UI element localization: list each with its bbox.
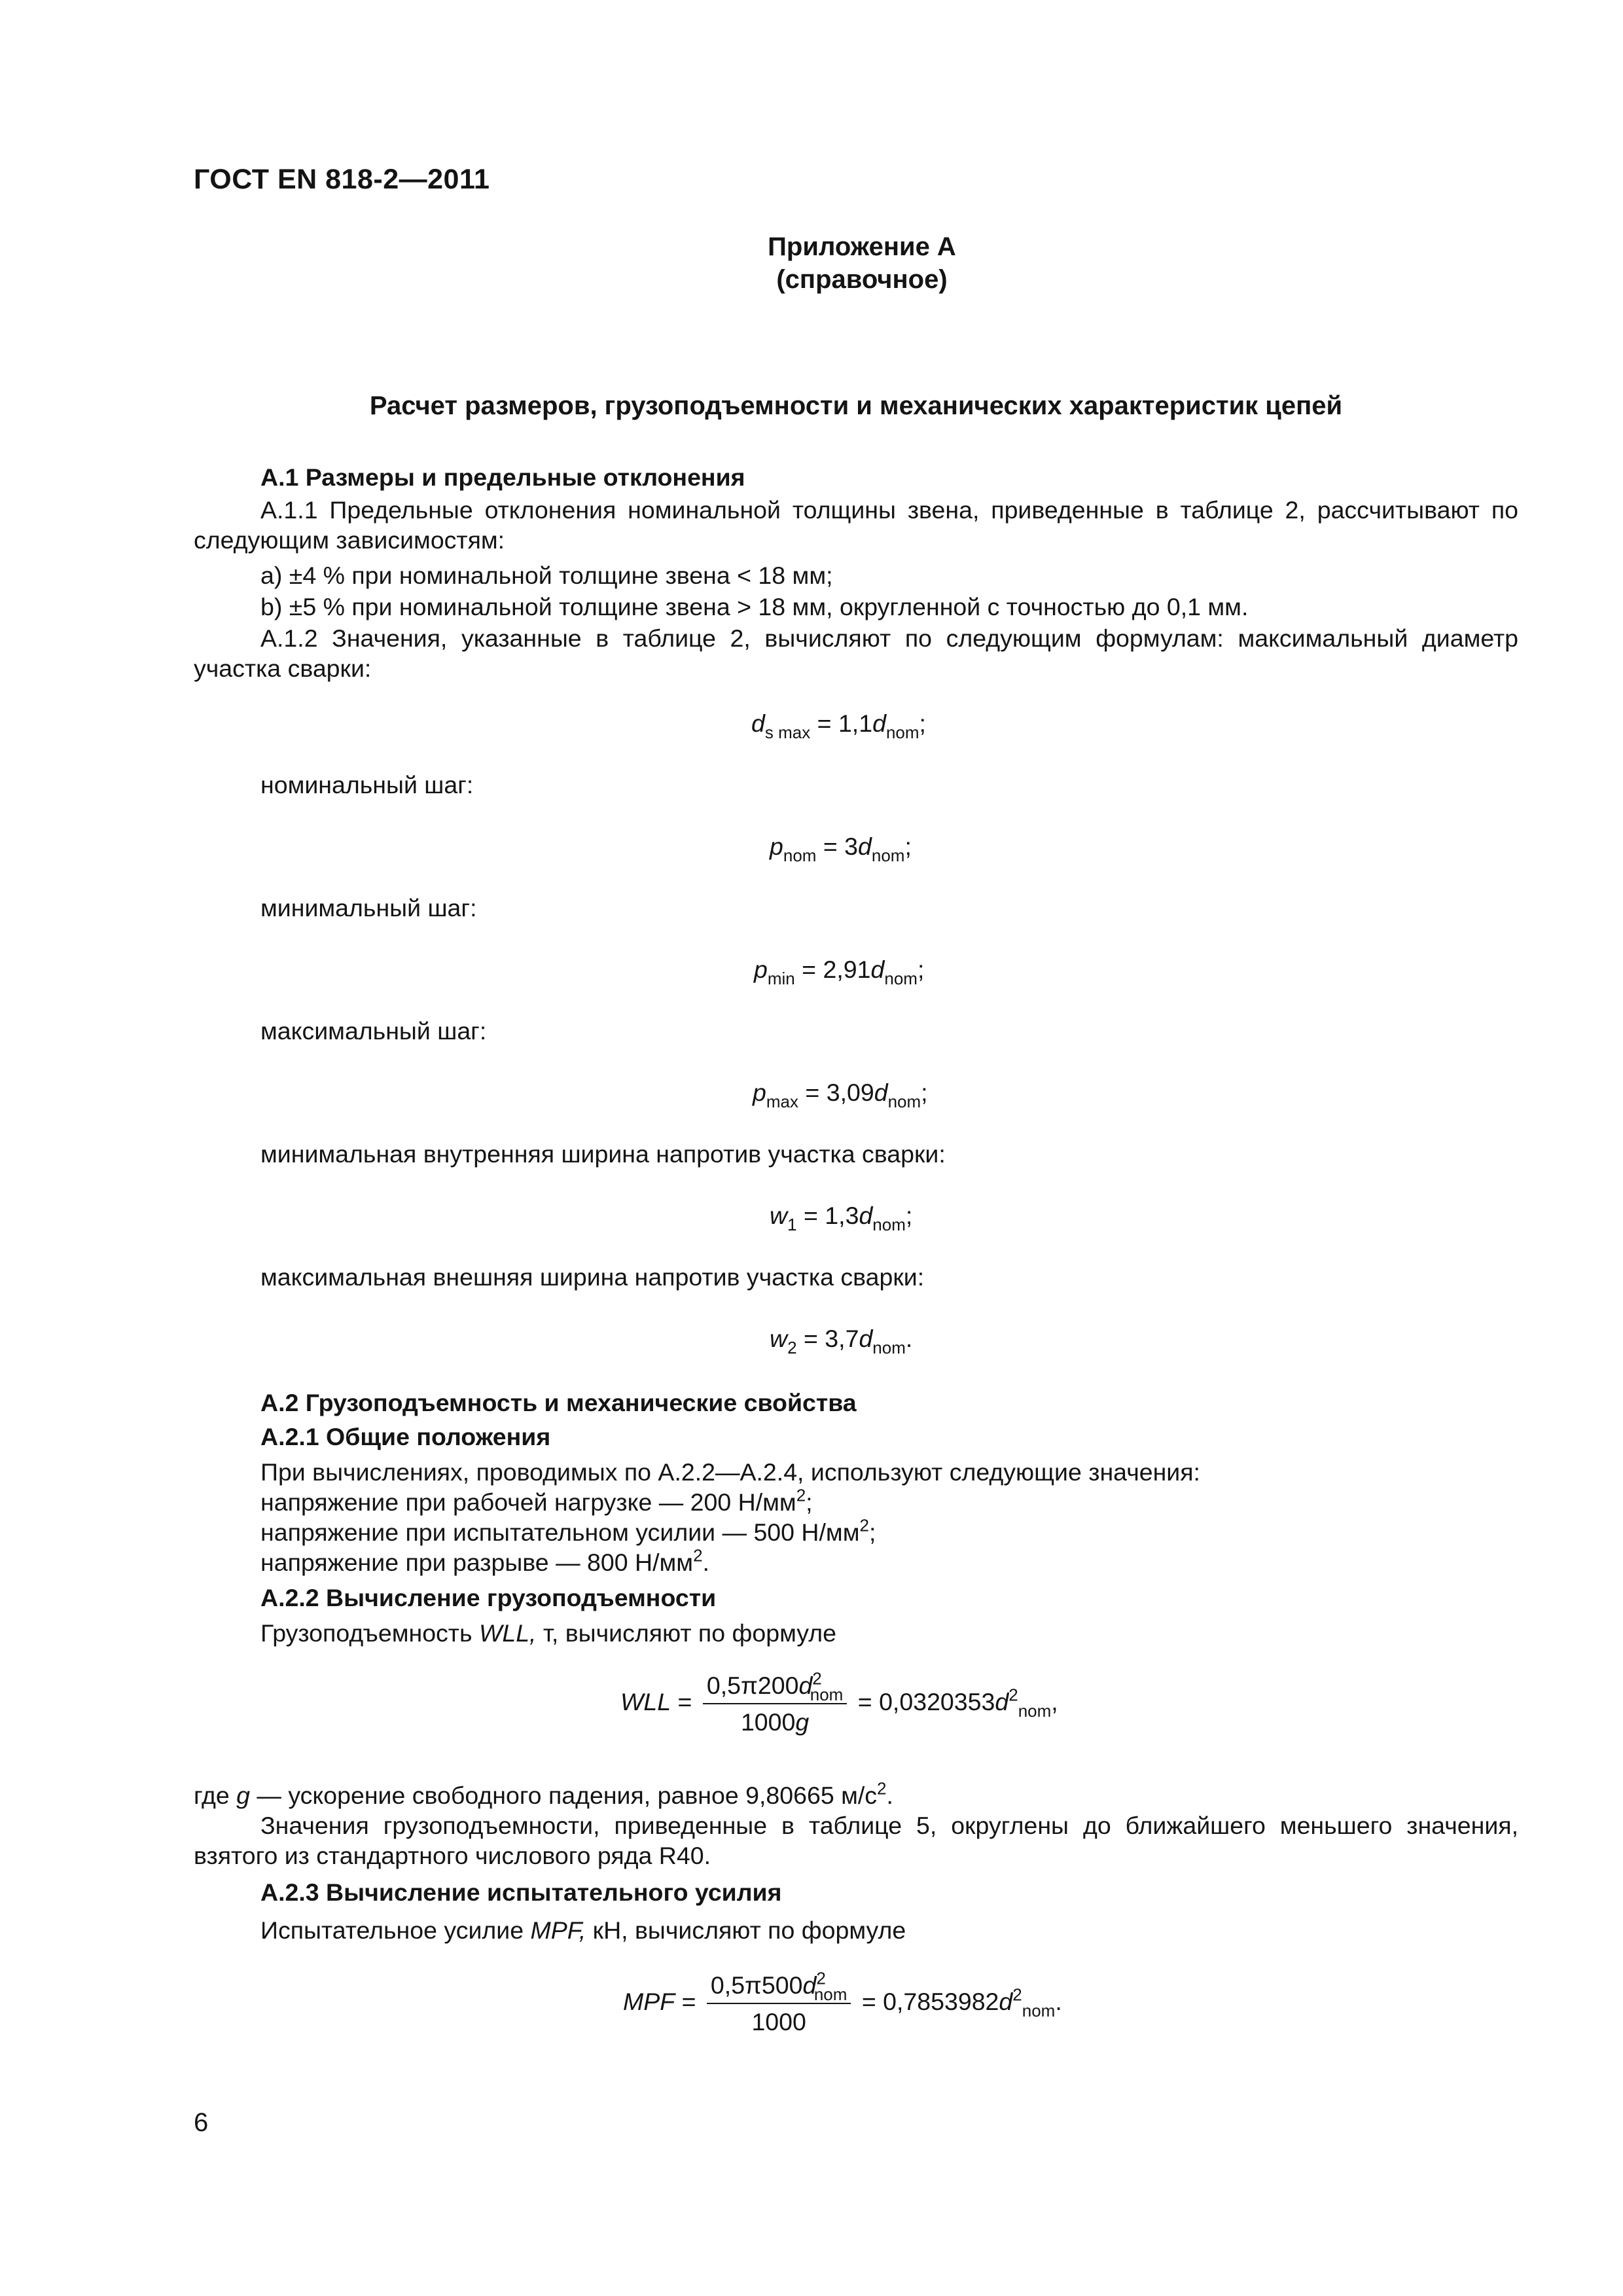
formula-subscript: nom [872, 1337, 906, 1357]
formula-equals: = [675, 1987, 703, 2015]
formula-symbol: d [751, 709, 765, 737]
list-item-a: a) ±4 % при номинальной толщине звена < 18 мм; [260, 562, 833, 589]
intro-text: Грузоподъемность [260, 1619, 479, 1647]
formula-subscript: max [766, 1091, 798, 1111]
formula-end: ; [917, 956, 925, 983]
label-min-pitch: минимальный шаг: [260, 894, 477, 922]
formula-end: . [1055, 1987, 1062, 2015]
fraction-numerator [707, 1970, 851, 2004]
value-end: ; [868, 1518, 876, 1546]
numerator-variable: d [802, 1971, 817, 1999]
formula-symbol: w [770, 1325, 788, 1352]
section-a21-heading: А.2.1 Общие положения [260, 1423, 551, 1450]
value-text: напряжение при разрыве — 800 Н/мм [260, 1549, 694, 1576]
formula-subscript: nom [885, 722, 919, 742]
page-number: 6 [194, 2108, 209, 2137]
formula-fraction [703, 1670, 847, 1737]
formula-variable: d [858, 833, 872, 860]
formula-symbol: w [770, 1202, 788, 1229]
denominator-variable: g [795, 1708, 810, 1736]
formula-expression: = 3,09 [798, 1079, 874, 1106]
g-definition [194, 1780, 893, 1810]
g-end: . [886, 1782, 893, 1809]
formula-variable: d [872, 709, 886, 737]
formula-variable: d [870, 956, 885, 983]
denominator-value: 1000 [740, 1708, 796, 1736]
annex-title: Приложение А [768, 232, 956, 261]
main-title: Расчет размеров, грузоподъемности и механических характеристик цепей [369, 391, 1343, 420]
numerator-variable: d [798, 1672, 813, 1699]
formula-subscript: s max [764, 722, 811, 742]
label-outer-width: максимальная внешняя ширина напротив участка сварки: [260, 1263, 925, 1291]
value-test-stress [260, 1517, 876, 1547]
formula-end: ; [921, 1079, 928, 1106]
fraction-numerator [703, 1670, 847, 1704]
annex-type: (справочное) [776, 265, 948, 294]
formula-subscript: nom [884, 968, 918, 988]
result-subscript: nom [1022, 2000, 1056, 2020]
formula-subscript: nom [783, 845, 817, 865]
formula-expression: = 1,1 [810, 709, 873, 737]
formula-symbol: MPF [623, 1987, 675, 2015]
label-nominal-pitch: номинальный шаг: [260, 771, 474, 798]
result-exponent: 2 [1008, 1685, 1018, 1705]
numerator-coefficient: 0,5π500 [710, 1971, 803, 1999]
value-break-stress [260, 1547, 709, 1577]
a21-intro: При вычислениях, проводимых по А.2.2—А.2.4, используют следующие значения: [260, 1458, 1200, 1486]
result-subscript: nom [1018, 1700, 1052, 1721]
numerator-exponent: 2 [816, 1968, 826, 1988]
formula-symbol: p [754, 956, 768, 983]
value-exponent: 2 [796, 1485, 806, 1505]
formula-result: = 0,0320353 [851, 1687, 995, 1715]
wll-rounding-note: Значения грузоподъемности, приведенные в таблице 5, округлены до ближайшего меньшего значения, взятого из стандартного числового ряда R40. [194, 1812, 1518, 1869]
paragraph-a11: А.1.1 Предельные отклонения номинальной толщины звена, приведенные в таблице 2, рассчитывают по следующим зависимостям: [194, 496, 1518, 554]
formula-equals: = [671, 1687, 699, 1715]
formula-wll [620, 1670, 1058, 1737]
value-exponent: 2 [693, 1545, 703, 1566]
g-variable: g [236, 1782, 251, 1809]
formula-variable: d [859, 1325, 873, 1352]
paragraph-a12: А.1.2 Значения, указанные в таблице 2, вычисляют по следующим формулам: максимальный диаметр участка сварки: [194, 624, 1518, 682]
formula-result: = 0,7853982 [855, 1987, 999, 2015]
intro-variable: MPF, [530, 1916, 586, 1944]
value-end: . [702, 1549, 709, 1576]
value-end: ; [806, 1488, 813, 1516]
value-working-stress [260, 1487, 813, 1517]
result-variable: d [999, 1987, 1013, 2015]
formula-symbol: WLL [620, 1687, 671, 1715]
formula-inner-width [770, 1200, 913, 1234]
g-text: где [194, 1782, 237, 1809]
label-max-pitch: максимальный шаг: [260, 1017, 487, 1045]
numerator-coefficient: 0,5π200 [706, 1672, 799, 1699]
value-exponent: 2 [859, 1515, 869, 1535]
formula-end: . [905, 1325, 913, 1352]
formula-expression: = 3,7 [796, 1325, 859, 1352]
label-inner-width: минимальная внутренняя ширина напротив участка сварки: [260, 1140, 946, 1168]
numerator-exponent: 2 [812, 1668, 822, 1689]
a22-intro [260, 1618, 836, 1648]
section-a22-heading: А.2.2 Вычисление грузоподъемности [260, 1584, 717, 1611]
intro-text: т, вычисляют по формуле [536, 1619, 836, 1647]
numerator-subscript: nom [810, 1684, 844, 1704]
formula-end: ; [919, 709, 926, 737]
value-text: напряжение при рабочей нагрузке — 200 Н/мм [260, 1488, 796, 1516]
section-a1-heading: А.1 Размеры и предельные отклонения [260, 463, 745, 491]
formula-variable: d [859, 1202, 873, 1229]
g-text: — ускорение свободного падения, равное 9,80665 м/с [250, 1782, 878, 1809]
formula-end: ; [904, 833, 912, 860]
formula-end: ; [905, 1202, 913, 1229]
a23-intro [260, 1915, 906, 1945]
formula-expression: = 1,3 [796, 1202, 859, 1229]
formula-outer-width [770, 1323, 913, 1357]
denominator-value: 1000 [751, 2008, 806, 2036]
fraction-denominator [703, 1704, 847, 1737]
formula-weld-diameter [751, 708, 926, 742]
formula-nominal-pitch [770, 831, 912, 865]
numerator-subscript: nom [813, 1984, 847, 2004]
formula-expression: = 2,91 [794, 956, 871, 983]
formula-subscript: min [767, 968, 795, 988]
section-a23-heading: А.2.3 Вычисление испытательного усилия [260, 1878, 782, 1906]
formula-subscript: nom [871, 845, 905, 865]
result-exponent: 2 [1012, 1984, 1022, 2005]
formula-subscript: nom [887, 1091, 921, 1111]
value-text: напряжение при испытательном усилии — 500 Н/мм [260, 1518, 860, 1546]
result-variable: d [995, 1687, 1009, 1715]
formula-min-pitch [754, 954, 925, 988]
intro-variable: WLL, [478, 1619, 537, 1647]
formula-subscript: 2 [787, 1337, 797, 1357]
formula-fraction [707, 1970, 851, 2037]
intro-text: кН, вычисляют по формуле [586, 1916, 906, 1944]
formula-end: , [1051, 1687, 1058, 1715]
fraction-denominator [707, 2004, 851, 2037]
document-header: ГОСТ EN 818-2—2011 [194, 164, 490, 195]
intro-text: Испытательное усилие [260, 1916, 531, 1944]
g-exponent: 2 [877, 1778, 887, 1799]
section-a2-heading: А.2 Грузоподъемность и механические свойства [260, 1389, 857, 1416]
formula-mpf [623, 1970, 1062, 2037]
formula-variable: d [874, 1079, 888, 1106]
formula-subscript: nom [872, 1214, 906, 1234]
list-item-b: b) ±5 % при номинальной толщине звена > 18 мм, округленной с точностью до 0,1 мм. [260, 593, 1249, 620]
formula-expression: = 3 [816, 833, 859, 860]
formula-symbol: p [753, 1079, 766, 1106]
formula-symbol: p [770, 833, 783, 860]
formula-max-pitch [753, 1077, 928, 1111]
formula-subscript: 1 [787, 1214, 797, 1234]
